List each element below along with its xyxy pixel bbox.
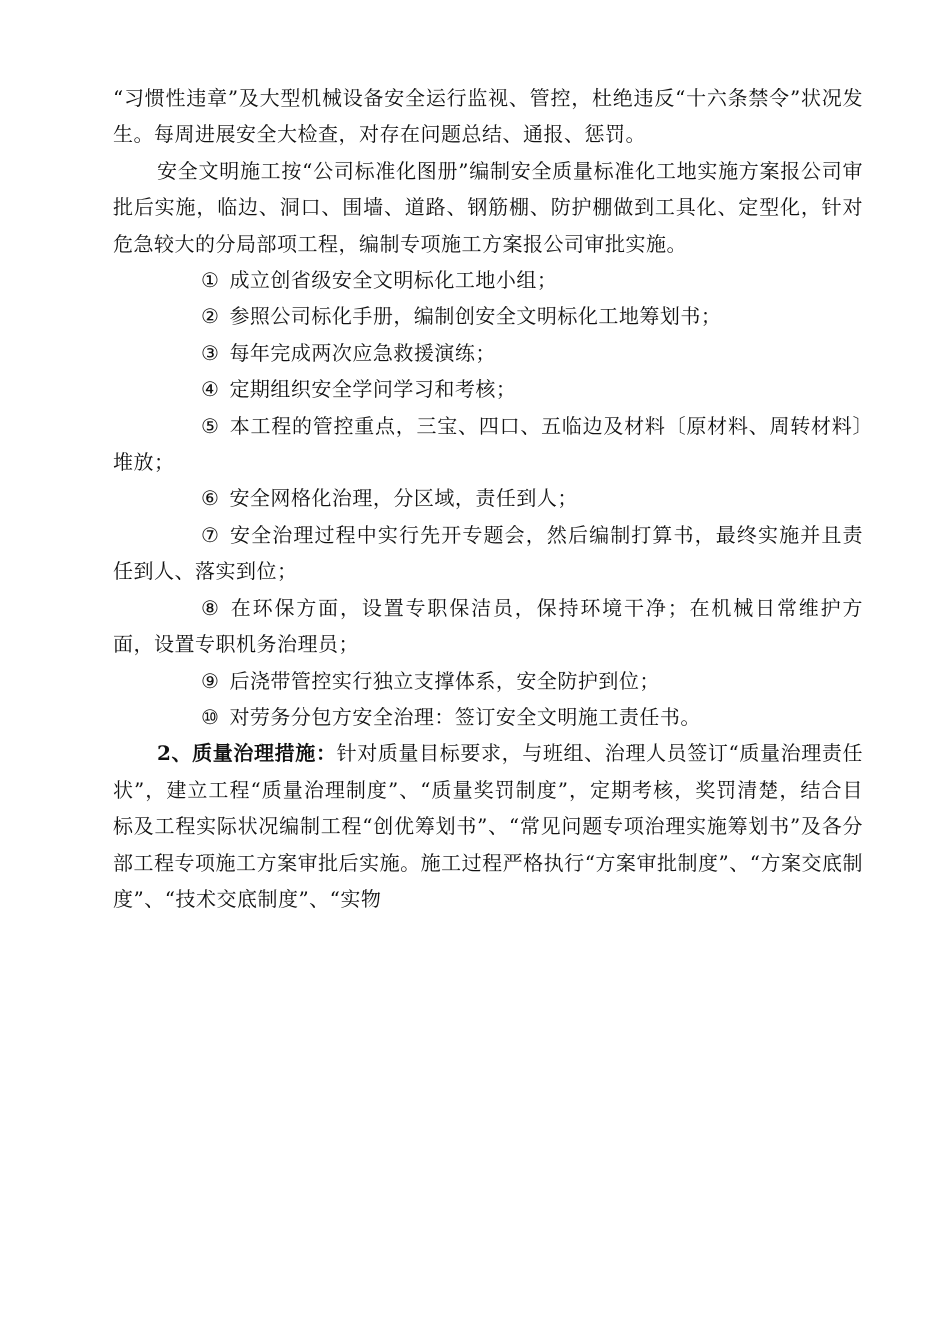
item-text: 安全治理过程中实行先开专题会，然后编制打算书，最终实施并且责任到人、落实到位；	[113, 522, 863, 584]
list-item	[113, 663, 863, 699]
item-text: 定期组织安全学问学习和考核；	[229, 377, 517, 402]
list-item	[113, 262, 863, 298]
item-text: 在环保方面，设置专职保洁员，保持环境干净；在机械日常维护方面，设置专职机务治理员；	[113, 595, 863, 657]
item-text: 成立创省级安全文明标化工地小组；	[229, 268, 558, 293]
list-item	[113, 298, 863, 334]
paragraph-safety-civilized-construction: 安全文明施工按“公司标准化图册”编制安全质量标准化工地实施方案报公司审批后实施，临边、洞口、围墙、道路、钢筋棚、防护棚做到工具化、定型化，针对危急较大的分局部项工程，编制专项施工方案报公司审批实施。	[113, 158, 863, 256]
item-number: ④	[201, 377, 220, 402]
list-item	[113, 699, 863, 735]
list-item	[113, 480, 863, 516]
list-item	[113, 335, 863, 371]
list-item	[113, 408, 863, 481]
item-text: 对劳务分包方安全治理：签订安全文明施工责任书。	[229, 704, 701, 729]
section-heading: 2、质量治理措施：	[157, 741, 337, 766]
item-number: ⑥	[201, 486, 220, 511]
list-item	[113, 371, 863, 407]
document-page	[113, 80, 863, 917]
item-number: ⑩	[201, 704, 220, 729]
list-item	[113, 517, 863, 590]
item-text: 每年完成两次应急救援演练；	[229, 340, 496, 365]
item-text: 后浇带管控实行独立支撑体系，安全防护到位；	[229, 668, 660, 693]
item-number: ⑤	[201, 413, 220, 438]
item-text: 参照公司标化手册，编制创安全文明标化工地筹划书；	[229, 304, 722, 329]
item-number: ①	[201, 268, 220, 293]
item-number: ②	[201, 304, 220, 329]
item-number: ⑨	[201, 668, 220, 693]
item-number: ③	[201, 340, 220, 365]
item-number: ⑦	[201, 522, 220, 547]
item-number: ⑧	[201, 595, 220, 620]
section-text: 针对质量目标要求，与班组、治理人员签订“质量治理责任状”，建立工程“质量治理制度”、“质量奖罚制度”，定期考核，奖罚清楚，结合目标及工程实际状况编制工程“创优筹划书”、“常见问题专项治理实施筹划书”及各分部工程专项施工方案审批后实施。施工过程严格执行“方案审批制度”、“方案交底制度”、“技术交底制度”、“实物	[113, 741, 863, 911]
item-text: 本工程的管控重点，三宝、四口、五临边及材料〔原材料、周转材料〕堆放；	[113, 413, 863, 475]
list-item	[113, 590, 863, 663]
item-text: 安全网格化治理，分区域，责任到人；	[229, 486, 578, 511]
paragraph-continuation: “习惯性违章”及大型机械设备安全运行监视、管控，杜绝违反“十六条禁令”状况发生。每周进展安全大检查，对存在问题总结、通报、惩罚。	[113, 86, 863, 147]
section-quality-measures	[113, 735, 863, 917]
